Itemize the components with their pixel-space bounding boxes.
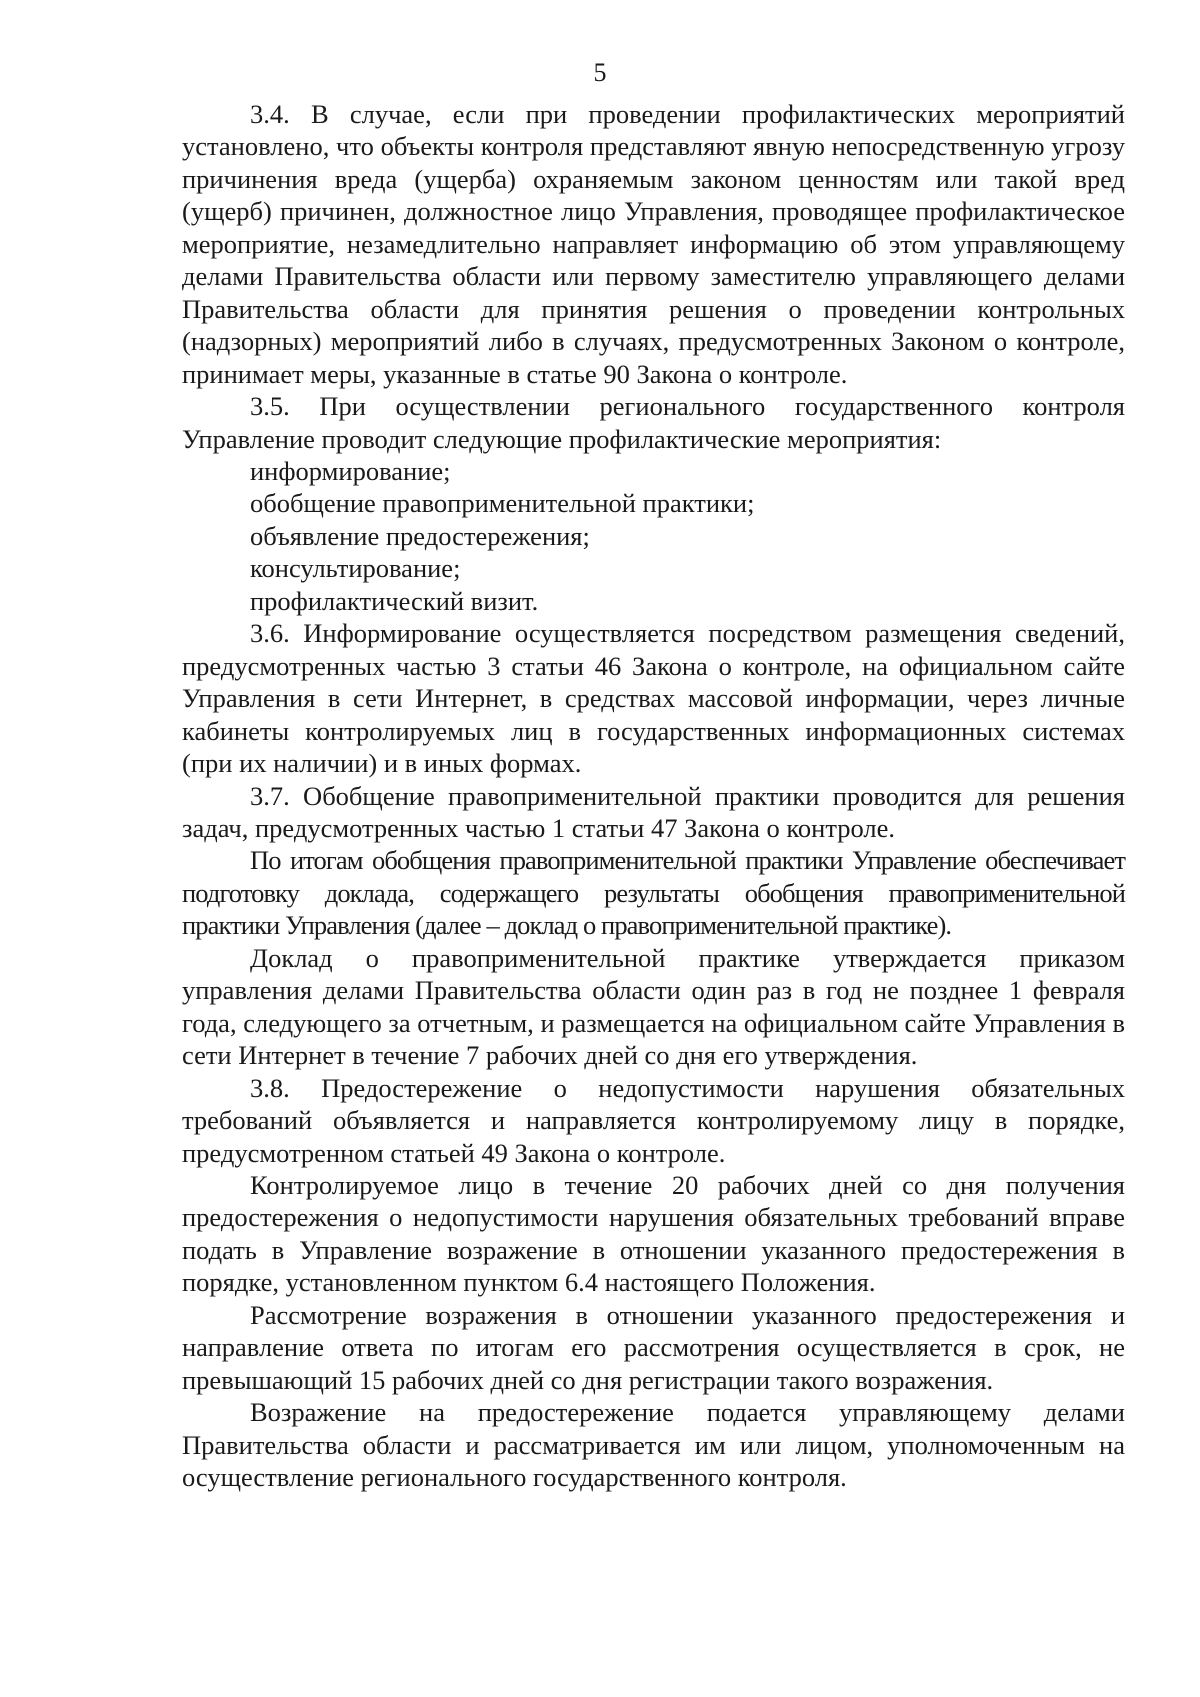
paragraph-3-5: 3.5. При осуществлении регионального государственного контроля Управление проводит следующие профилактические мероприятия: [182, 391, 1125, 454]
paragraph-objection-addressee: Возражение на предостережение подается управляющему делами Правительства области и рассматривается им или лицом, уполномоченным на осуществление регионального государственного контроля. [182, 1397, 1125, 1493]
paragraph-3-4: 3.4. В случае, если при проведении профилактических мероприятий установлено, что объекты контроля представляют явную непосредственную угрозу причинения вреда (ущерба) охраняемым законом ценностям или такой вред (ущерб) причинен, должностное лицо Управления, проводящее профилактическое мероприятие, незамедлительно направляет информацию об этом управляющему делами Правительства области или первому заместителю управляющего делами Правительства области для принятия решения о проведении контрольных (надзорных) мероприятий либо в случаях, предусмотренных Законом о контроле, принимает меры, указанные в статье 90 Закона о контроле. [182, 99, 1125, 389]
list-item-informing: информирование; [250, 455, 451, 486]
document-body [182, 98, 1125, 1493]
list-item-preventive-visit: профилактический визит. [250, 585, 539, 616]
list-item-warning: объявление предостережения; [250, 520, 590, 551]
page-number: 5 [593, 58, 607, 87]
paragraph-3-7: 3.7. Обобщение правоприменительной практики проводится для решения задач, предусмотренных частью 1 статьи 47 Закона о контроле. [182, 780, 1125, 843]
list-item-generalization: обобщение правоприменительной практики; [250, 488, 755, 519]
list-item-consulting: консультирование; [250, 553, 461, 584]
paragraph-3-6: 3.6. Информирование осуществляется посредством размещения сведений, предусмотренных частью 3 статьи 46 Закона о контроле, на официальном сайте Управления в сети Интернет, в средствах массовой информации, через личные кабинеты контролируемых лиц в государственных информационных системах (при их наличии) и в иных формах. [182, 618, 1125, 779]
paragraph-3-8: 3.8. Предостережение о недопустимости нарушения обязательных требований объявляется и направляется контролируемому лицу в порядке, предусмотренном статьей 49 Закона о контроле. [182, 1072, 1125, 1168]
paragraph-objection-filing: Контролируемое лицо в течение 20 рабочих дней со дня получения предостережения о недопустимости нарушения обязательных требований вправе подать в Управление возражение в отношении указанного предостережения в порядке, установленном пунктом 6.4 настоящего Положения. [182, 1169, 1125, 1298]
paragraph-report-approval: Доклад о правоприменительной практике утверждается приказом управления делами Правительства области один раз в год не позднее 1 февраля года, следующего за отчетным, и размещается на официальном сайте Управления в сети Интернет в течение 7 рабочих дней со дня его утверждения. [182, 942, 1125, 1071]
paragraph-generalization-report: По итогам обобщения правоприменительной практики Управление обеспечивает подготовку доклада, содержащего результаты обобщения правоприменительной практики Управления (далее – доклад о правоприменительной практике). [182, 845, 1125, 941]
paragraph-objection-review: Рассмотрение возражения в отношении указанного предостережения и направление ответа по итогам его рассмотрения осуществляется в срок, не превышающий 15 рабочих дней со дня регистрации такого возражения. [182, 1299, 1125, 1395]
